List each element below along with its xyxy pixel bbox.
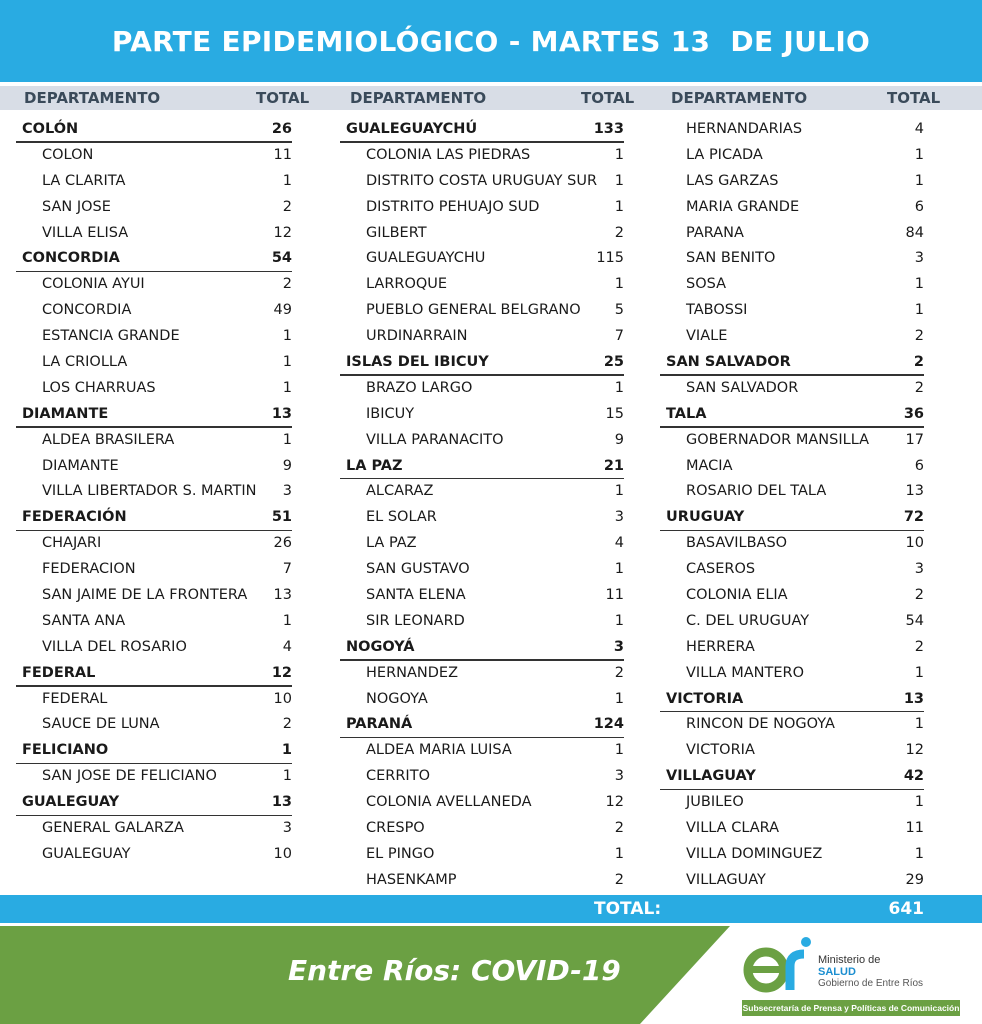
locality-name: HERNANDARIAS — [686, 121, 803, 137]
locality-row — [16, 195, 292, 221]
locality-row — [660, 169, 924, 195]
locality-total: 1 — [914, 146, 924, 163]
locality-total: 1 — [282, 328, 292, 345]
locality-name: EL PINGO — [366, 845, 435, 862]
locality-total: 2 — [282, 276, 292, 293]
locality-total: 2 — [282, 198, 292, 215]
table-column-1 — [16, 117, 292, 868]
locality-name: GUALEGUAYCHU — [366, 250, 486, 267]
locality-row — [16, 687, 292, 713]
locality-name: VILLA CLARA — [686, 820, 780, 837]
locality-name: FEDERAL — [42, 690, 108, 707]
locality-name: VILLA ELISA — [42, 224, 129, 241]
locality-name: VILLA MANTERO — [686, 664, 804, 681]
locality-name: LAS GARZAS — [686, 172, 779, 189]
locality-name: DIAMANTE — [42, 457, 119, 474]
locality-row — [340, 583, 624, 609]
locality-row — [340, 764, 624, 790]
locality-total: 1 — [914, 845, 924, 862]
locality-name: SAN JAIME DE LA FRONTERA — [42, 587, 248, 604]
locality-name: SAN JOSE DE FELICIANO — [42, 768, 217, 785]
locality-total: 1 — [614, 561, 624, 578]
col1-total-header: TOTAL — [256, 89, 310, 107]
department-row — [16, 246, 292, 272]
department-name: LA PAZ — [346, 457, 403, 474]
ministry-logo — [742, 932, 962, 1018]
locality-row — [660, 868, 924, 894]
locality-total: 1 — [282, 612, 292, 629]
col3-departamento-header: DEPARTAMENTO — [671, 89, 808, 107]
locality-row — [660, 531, 924, 557]
locality-total: 1 — [614, 690, 624, 707]
locality-name: DISTRITO COSTA URUGUAY SUR — [366, 172, 598, 189]
department-row — [660, 505, 924, 531]
locality-total: 5 — [614, 302, 624, 319]
locality-total: 1 — [614, 146, 624, 163]
locality-name: HASENKAMP — [366, 871, 457, 888]
locality-total: 2 — [914, 379, 924, 396]
locality-name: SAN BENITO — [686, 250, 776, 267]
locality-name: CHAJARI — [42, 535, 102, 552]
er-logo-icon — [742, 932, 814, 996]
locality-total: 9 — [614, 431, 624, 448]
locality-row — [660, 195, 924, 221]
locality-name: GUALEGUAY — [42, 845, 131, 862]
locality-total: 1 — [914, 664, 924, 681]
table-column-3 — [660, 117, 924, 894]
department-total: 124 — [593, 716, 624, 733]
locality-row — [660, 790, 924, 816]
locality-total: 115 — [596, 250, 624, 267]
department-total: 13 — [903, 690, 924, 707]
locality-row — [660, 609, 924, 635]
locality-total: 11 — [905, 820, 924, 837]
department-name: FEDERACIÓN — [22, 509, 127, 526]
locality-name: VILLAGUAY — [686, 871, 766, 888]
department-total: 133 — [593, 121, 624, 137]
locality-row — [16, 376, 292, 402]
locality-total: 1 — [614, 612, 624, 629]
locality-total: 7 — [614, 328, 624, 345]
locality-row — [16, 221, 292, 247]
locality-total: 12 — [605, 794, 624, 811]
locality-name: SIR LEONARD — [366, 612, 465, 629]
locality-total: 2 — [614, 820, 624, 837]
department-row — [340, 454, 624, 480]
locality-total: 1 — [914, 302, 924, 319]
locality-row — [16, 143, 292, 169]
locality-row — [340, 376, 624, 402]
locality-name: LA PAZ — [366, 535, 417, 552]
locality-total: 3 — [282, 820, 292, 837]
locality-name: LARROQUE — [366, 276, 448, 293]
department-total: 42 — [903, 768, 924, 785]
locality-row — [340, 246, 624, 272]
locality-name: SOSA — [686, 276, 727, 293]
locality-name: BASAVILBASO — [686, 535, 788, 552]
locality-row — [660, 583, 924, 609]
logo-gobierno-text: Gobierno de Entre Ríos — [818, 978, 924, 989]
department-total: 13 — [271, 405, 292, 422]
locality-total: 11 — [273, 146, 292, 163]
department-name: TALA — [666, 405, 707, 422]
locality-row — [340, 868, 624, 894]
locality-name: VILLA LIBERTADOR S. MARTIN — [42, 483, 257, 500]
locality-name: MARIA GRANDE — [686, 198, 800, 215]
locality-name: LA CRIOLLA — [42, 354, 128, 371]
locality-total: 3 — [914, 561, 924, 578]
department-row — [340, 712, 624, 738]
department-row — [660, 402, 924, 428]
locality-total: 4 — [614, 535, 624, 552]
locality-total: 1 — [614, 845, 624, 862]
locality-total: 2 — [614, 664, 624, 681]
locality-total: 1 — [914, 172, 924, 189]
locality-row — [660, 738, 924, 764]
locality-name: SAN SALVADOR — [686, 379, 799, 396]
department-total: 3 — [613, 638, 624, 655]
department-name: FELICIANO — [22, 742, 109, 759]
locality-total: 1 — [282, 768, 292, 785]
col3-total-header: TOTAL — [887, 89, 941, 107]
locality-total: 2 — [914, 328, 924, 345]
locality-total: 15 — [605, 405, 624, 422]
locality-name: LA PICADA — [686, 146, 763, 163]
locality-row — [340, 687, 624, 713]
locality-name: COLONIA AYUI — [42, 276, 145, 293]
logo-ministry-text: Ministerio de — [818, 954, 881, 966]
locality-row — [340, 298, 624, 324]
locality-name: GILBERT — [366, 224, 427, 241]
locality-total: 1 — [282, 431, 292, 448]
page-title: PARTE EPIDEMIOLÓGICO - MARTES 13 DE JULIO — [111, 24, 871, 58]
locality-total: 7 — [282, 561, 292, 578]
locality-row — [16, 557, 292, 583]
locality-name: GOBERNADOR MANSILLA — [686, 431, 870, 448]
locality-total: 1 — [282, 354, 292, 371]
locality-total: 2 — [614, 871, 624, 888]
locality-total: 1 — [914, 716, 924, 733]
locality-name: HERRERA — [686, 638, 755, 655]
logo-subsecretaria-bar: Subsecretaría de Prensa y Políticas de Comunicación — [742, 1000, 960, 1016]
department-row — [16, 661, 292, 687]
locality-row — [340, 169, 624, 195]
locality-total: 4 — [914, 121, 924, 137]
department-name: PARANÁ — [346, 716, 413, 733]
locality-total: 10 — [273, 690, 292, 707]
locality-name: SAN JOSE — [42, 198, 111, 215]
locality-name: EL SOLAR — [366, 509, 437, 526]
locality-total: 26 — [273, 535, 292, 552]
department-row — [660, 687, 924, 713]
department-total: 13 — [271, 794, 292, 811]
locality-name: NOGOYA — [366, 690, 428, 707]
locality-row — [16, 169, 292, 195]
locality-total: 29 — [905, 871, 924, 888]
locality-name: VICTORIA — [686, 742, 755, 759]
locality-row — [340, 531, 624, 557]
department-row — [16, 117, 292, 143]
department-total: 12 — [271, 664, 292, 681]
locality-total: 2 — [914, 638, 924, 655]
locality-row — [660, 324, 924, 350]
locality-total: 6 — [914, 198, 924, 215]
locality-total: 9 — [282, 457, 292, 474]
locality-total: 1 — [614, 276, 624, 293]
footer — [0, 926, 982, 1024]
department-row — [340, 117, 624, 143]
locality-row — [16, 428, 292, 454]
locality-row — [16, 350, 292, 376]
locality-name: ALDEA MARIA LUISA — [366, 742, 512, 759]
locality-name: COLONIA AVELLANEDA — [366, 794, 532, 811]
locality-row — [660, 816, 924, 842]
department-name: NOGOYÁ — [346, 638, 415, 655]
locality-row — [16, 479, 292, 505]
locality-row — [340, 816, 624, 842]
total-value: 641 — [888, 899, 924, 919]
total-label: TOTAL: — [594, 899, 662, 919]
locality-total: 3 — [914, 250, 924, 267]
locality-name: CERRITO — [366, 768, 430, 785]
locality-row — [340, 661, 624, 687]
locality-total: 4 — [282, 638, 292, 655]
locality-row — [16, 454, 292, 480]
locality-total: 1 — [614, 379, 624, 396]
locality-name: DISTRITO PEHUAJO SUD — [366, 198, 540, 215]
locality-name: CASEROS — [686, 561, 756, 578]
locality-row — [340, 272, 624, 298]
locality-total: 3 — [282, 483, 292, 500]
locality-name: COLON — [42, 146, 94, 163]
locality-row — [16, 531, 292, 557]
department-total: 36 — [903, 405, 924, 422]
locality-name: BRAZO LARGO — [366, 379, 473, 396]
locality-name: SAN GUSTAVO — [366, 561, 470, 578]
department-name: URUGUAY — [666, 509, 745, 526]
department-row — [16, 790, 292, 816]
locality-row — [660, 117, 924, 143]
department-row — [16, 738, 292, 764]
locality-name: JUBILEO — [686, 794, 744, 811]
locality-name: VILLA DEL ROSARIO — [42, 638, 187, 655]
locality-row — [660, 454, 924, 480]
locality-total: 6 — [914, 457, 924, 474]
locality-name: ROSARIO DEL TALA — [686, 483, 827, 500]
department-row — [660, 350, 924, 376]
department-name: DIAMANTE — [22, 405, 109, 422]
col1-departamento-header: DEPARTAMENTO — [24, 89, 161, 107]
department-total: 1 — [281, 742, 292, 759]
locality-total: 3 — [614, 509, 624, 526]
locality-name: COLONIA ELIA — [686, 587, 788, 604]
locality-total: 13 — [273, 587, 292, 604]
department-row — [340, 635, 624, 661]
footer-title: Entre Ríos: COVID-19 — [288, 954, 621, 987]
locality-row — [340, 195, 624, 221]
col2-total-header: TOTAL — [581, 89, 635, 107]
department-row — [16, 505, 292, 531]
header-banner — [0, 0, 982, 82]
locality-total: 1 — [282, 379, 292, 396]
locality-total: 3 — [614, 768, 624, 785]
locality-row — [660, 298, 924, 324]
locality-name: ALDEA BRASILERA — [42, 431, 175, 448]
locality-name: COLONIA LAS PIEDRAS — [366, 146, 531, 163]
department-name: CONCORDIA — [22, 250, 120, 267]
locality-total: 13 — [905, 483, 924, 500]
department-row — [660, 764, 924, 790]
department-name: SAN SALVADOR — [666, 354, 791, 371]
locality-name: FEDERACION — [42, 561, 136, 578]
locality-row — [660, 661, 924, 687]
column-header-bar — [0, 86, 982, 110]
locality-name: URDINARRAIN — [366, 328, 468, 345]
locality-row — [660, 842, 924, 868]
locality-total: 54 — [905, 612, 924, 629]
locality-name: SAUCE DE LUNA — [42, 716, 160, 733]
locality-name: VIALE — [686, 328, 728, 345]
department-total: 21 — [603, 457, 624, 474]
locality-row — [660, 246, 924, 272]
locality-name: CRESPO — [366, 820, 425, 837]
locality-name: MACIA — [686, 457, 733, 474]
locality-name: CONCORDIA — [42, 302, 132, 319]
locality-total: 1 — [614, 172, 624, 189]
locality-total: 1 — [614, 483, 624, 500]
locality-row — [340, 479, 624, 505]
locality-row — [340, 790, 624, 816]
locality-row — [660, 376, 924, 402]
locality-total: 84 — [905, 224, 924, 241]
locality-total: 12 — [273, 224, 292, 241]
locality-name: PARANA — [686, 224, 744, 241]
locality-name: SANTA ELENA — [366, 587, 466, 604]
locality-total: 2 — [282, 716, 292, 733]
locality-row — [340, 557, 624, 583]
locality-name: LOS CHARRUAS — [42, 379, 156, 396]
locality-total: 2 — [614, 224, 624, 241]
locality-row — [340, 428, 624, 454]
locality-row — [340, 324, 624, 350]
locality-total: 1 — [614, 198, 624, 215]
locality-total: 1 — [282, 172, 292, 189]
locality-row — [340, 402, 624, 428]
locality-name: VILLA PARANACITO — [366, 431, 504, 448]
total-bar — [0, 895, 982, 923]
locality-name: SANTA ANA — [42, 612, 126, 629]
locality-row — [16, 635, 292, 661]
locality-name: VILLA DOMINGUEZ — [686, 845, 823, 862]
locality-name: IBICUY — [366, 405, 415, 422]
locality-row — [340, 221, 624, 247]
locality-name: TABOSSI — [686, 302, 748, 319]
department-total: 2 — [913, 354, 924, 371]
department-name: VICTORIA — [666, 690, 744, 707]
department-name: COLÓN — [22, 121, 79, 137]
department-name: GUALEGUAYCHÚ — [346, 121, 478, 137]
locality-total: 10 — [905, 535, 924, 552]
locality-row — [340, 609, 624, 635]
locality-name: RINCON DE NOGOYA — [686, 716, 835, 733]
col2-departamento-header: DEPARTAMENTO — [350, 89, 487, 107]
locality-row — [660, 635, 924, 661]
department-row — [340, 350, 624, 376]
locality-row — [660, 428, 924, 454]
department-total: 25 — [603, 354, 624, 371]
locality-total: 1 — [914, 794, 924, 811]
department-total: 26 — [271, 121, 292, 137]
locality-row — [16, 298, 292, 324]
locality-total: 49 — [273, 302, 292, 319]
department-name: VILLAGUAY — [666, 768, 756, 785]
locality-row — [660, 221, 924, 247]
locality-row — [340, 842, 624, 868]
locality-row — [340, 143, 624, 169]
locality-name: GENERAL GALARZA — [42, 820, 184, 837]
locality-name: LA CLARITA — [42, 172, 126, 189]
department-total: 72 — [903, 509, 924, 526]
locality-row — [340, 505, 624, 531]
department-total: 51 — [271, 509, 292, 526]
locality-row — [340, 738, 624, 764]
locality-row — [660, 479, 924, 505]
locality-name: PUEBLO GENERAL BELGRANO — [366, 302, 581, 319]
department-name: FEDERAL — [22, 664, 96, 681]
department-row — [16, 402, 292, 428]
locality-row — [16, 842, 292, 868]
locality-row — [16, 609, 292, 635]
department-name: ISLAS DEL IBICUY — [346, 354, 489, 371]
locality-row — [16, 764, 292, 790]
locality-total: 11 — [605, 587, 624, 604]
locality-total: 1 — [614, 742, 624, 759]
locality-name: HERNANDEZ — [366, 664, 459, 681]
locality-row — [660, 272, 924, 298]
locality-row — [16, 272, 292, 298]
logo-salud-text: SALUD — [818, 966, 856, 978]
department-name: GUALEGUAY — [22, 794, 120, 811]
department-total: 54 — [271, 250, 292, 267]
locality-row — [660, 712, 924, 738]
locality-total: 1 — [914, 276, 924, 293]
locality-row — [16, 816, 292, 842]
locality-row — [660, 143, 924, 169]
locality-total: 17 — [905, 431, 924, 448]
locality-name: C. DEL URUGUAY — [686, 612, 810, 629]
locality-row — [16, 712, 292, 738]
locality-name: ALCARAZ — [366, 483, 434, 500]
locality-row — [16, 583, 292, 609]
locality-total: 10 — [273, 845, 292, 862]
table-column-2 — [340, 117, 624, 894]
locality-total: 2 — [914, 587, 924, 604]
locality-row — [16, 324, 292, 350]
locality-row — [660, 557, 924, 583]
locality-total: 12 — [905, 742, 924, 759]
locality-name: ESTANCIA GRANDE — [42, 328, 180, 345]
